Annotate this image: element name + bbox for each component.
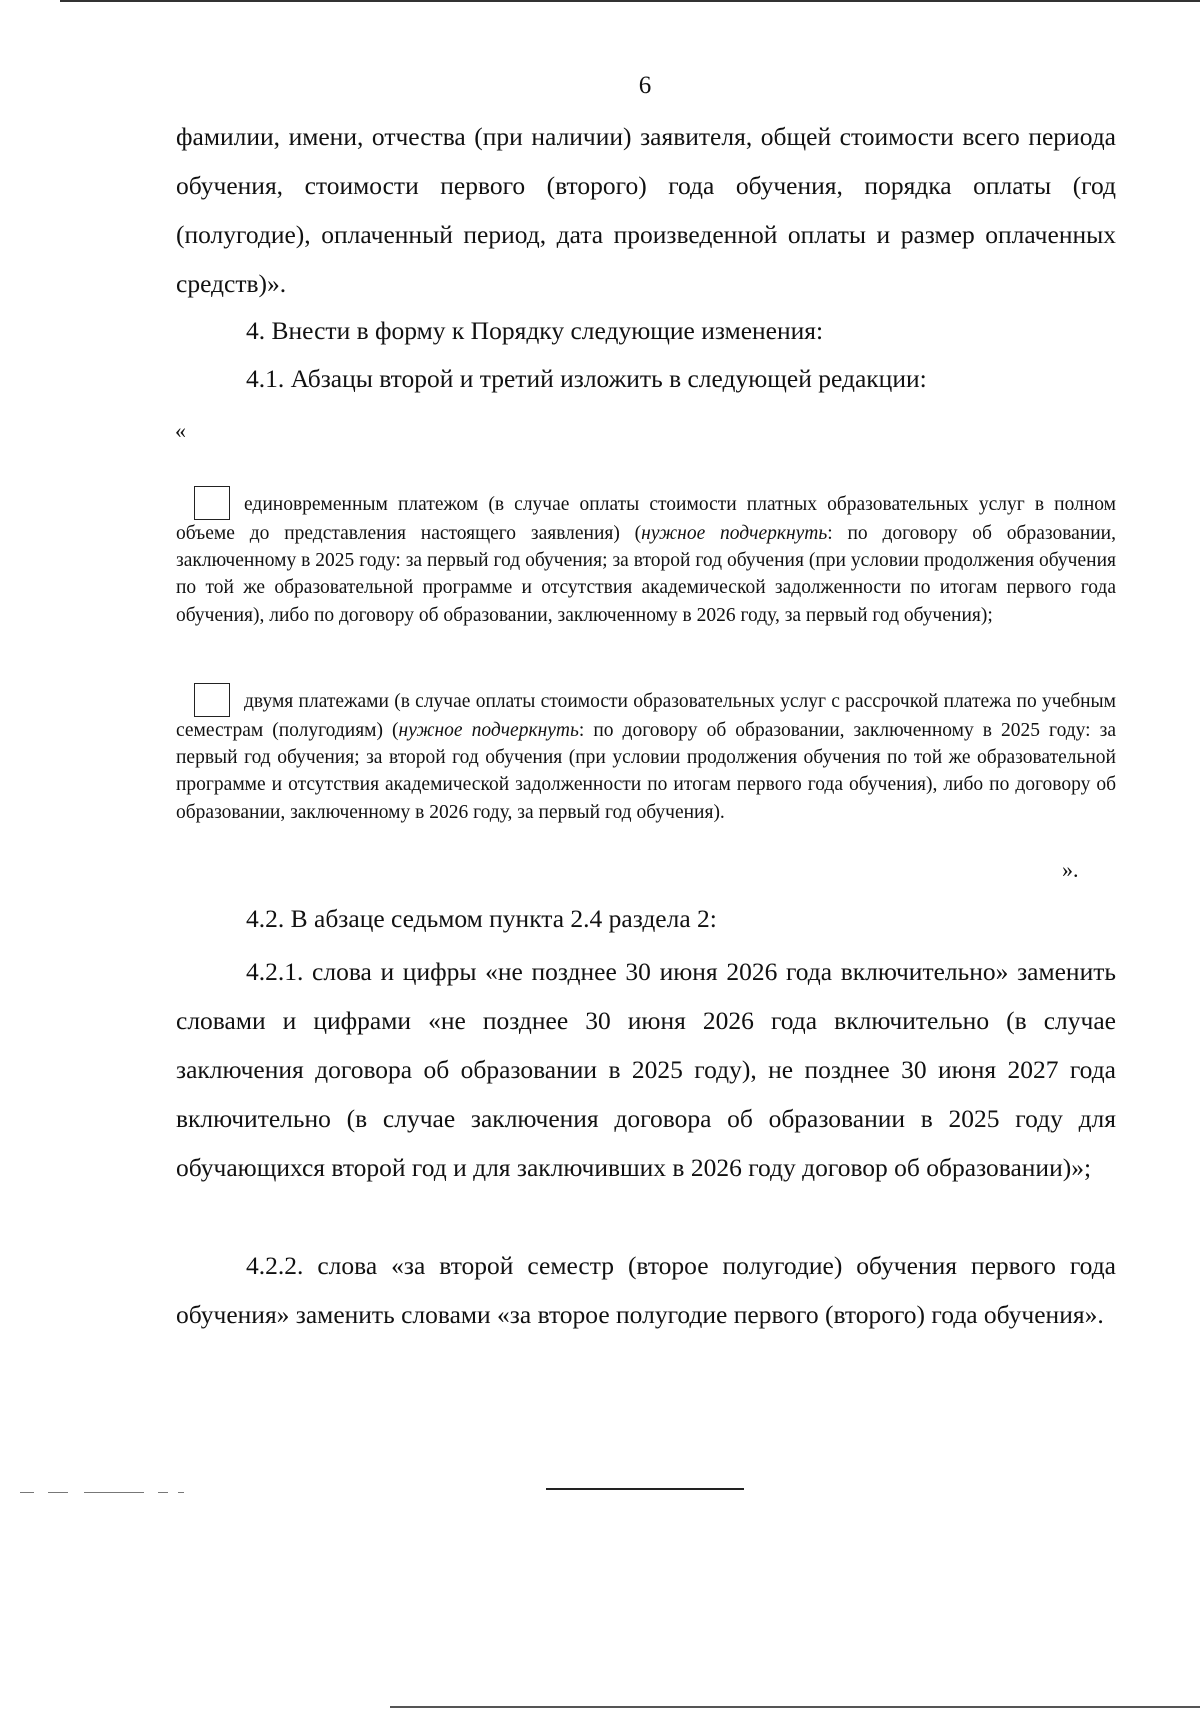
option-single-payment-text-end: : по договору об образовании, заключенному в 2025 году: за первый год обучения; за второй год обучения (при условии продолжения обучения по той же образовательной программе и отсутствия академической задолженности по итогам первого года обучения), либо по договору об образовании, заключенному в 2026 году, за первый год обучения); (176, 523, 1116, 626)
paragraph-item-4-2-2: 4.2.2. слова «за второй семестр (второе полугодие) обучения первого года обучения» заменить словами «за второе полугодие первого (второго) года обучения». (176, 1251, 1116, 1329)
scan-artifact (158, 1492, 168, 1493)
scan-bottom-edge (390, 1706, 1200, 1708)
option-single-payment-text: единовременным платежом (в случае оплаты стоимости платных образовательных услуг в полном объеме до представления настоящего заявления) ( (176, 494, 1116, 544)
option-two-payments-italic: нужное подчеркнуть (398, 720, 579, 741)
paragraph-item-4: 4. Внести в форму к Порядку следующие изменения: (246, 316, 824, 345)
option-two-payments (176, 683, 1116, 826)
option-two-payments-text-end: : по договору об образовании, заключенному в 2025 году: за первый год обучения; за второй год обучения (при условии продолжения обучения по той же образовательной программе и отсутствия академической задолженности по итогам первого года обучения), либо по договору об образовании, заключенному в 2026 году, за первый год обучения). (176, 720, 1116, 823)
option-single-payment (176, 486, 1116, 629)
option-two-payments-text: двумя платежами (в случае оплаты стоимости образовательных услуг с рассрочкой платежа по учебным семестрам (полугодиям) ( (176, 691, 1116, 741)
scan-top-edge (60, 0, 1200, 2)
opening-quote: « (175, 418, 186, 443)
scan-artifact (48, 1492, 68, 1493)
scan-artifact (20, 1492, 34, 1493)
page-number: 6 (638, 72, 652, 99)
paragraph-item-4-2-1: 4.2.1. слова и цифры «не позднее 30 июня 2026 года включительно» заменить словами и цифрами «не позднее 30 июня 2026 года включительно (в случае заключения договора об образовании в 2025 году), не позднее 30 июня 2027 года включительно (в случае заключения договора об образовании в 2025 году для обучающихся второй год и для заключивших в 2026 году договор об образовании)»; (176, 957, 1116, 1182)
paragraph-item-4-2: 4.2. В абзаце седьмом пункта 2.4 раздела 2: (246, 904, 717, 933)
paragraph-item-4-1: 4.1. Абзацы второй и третий изложить в следующей редакции: (246, 364, 927, 393)
checkbox-two-payments[interactable] (194, 683, 230, 717)
end-separator-line (546, 1488, 744, 1490)
closing-quote: ». (1062, 857, 1079, 882)
checkbox-single-payment[interactable] (194, 486, 230, 520)
paragraph-continuation: фамилии, имени, отчества (при наличии) заявителя, общей стоимости всего периода обучения, стоимости первого (второго) года обучения, порядка оплаты (год (полугодие), оплаченный период, дата произведенной оплаты и размер оплаченных средств)». (176, 122, 1116, 298)
option-single-payment-italic: нужное подчеркнуть (641, 523, 828, 544)
scan-artifact (84, 1492, 144, 1493)
scan-artifact (178, 1492, 184, 1493)
